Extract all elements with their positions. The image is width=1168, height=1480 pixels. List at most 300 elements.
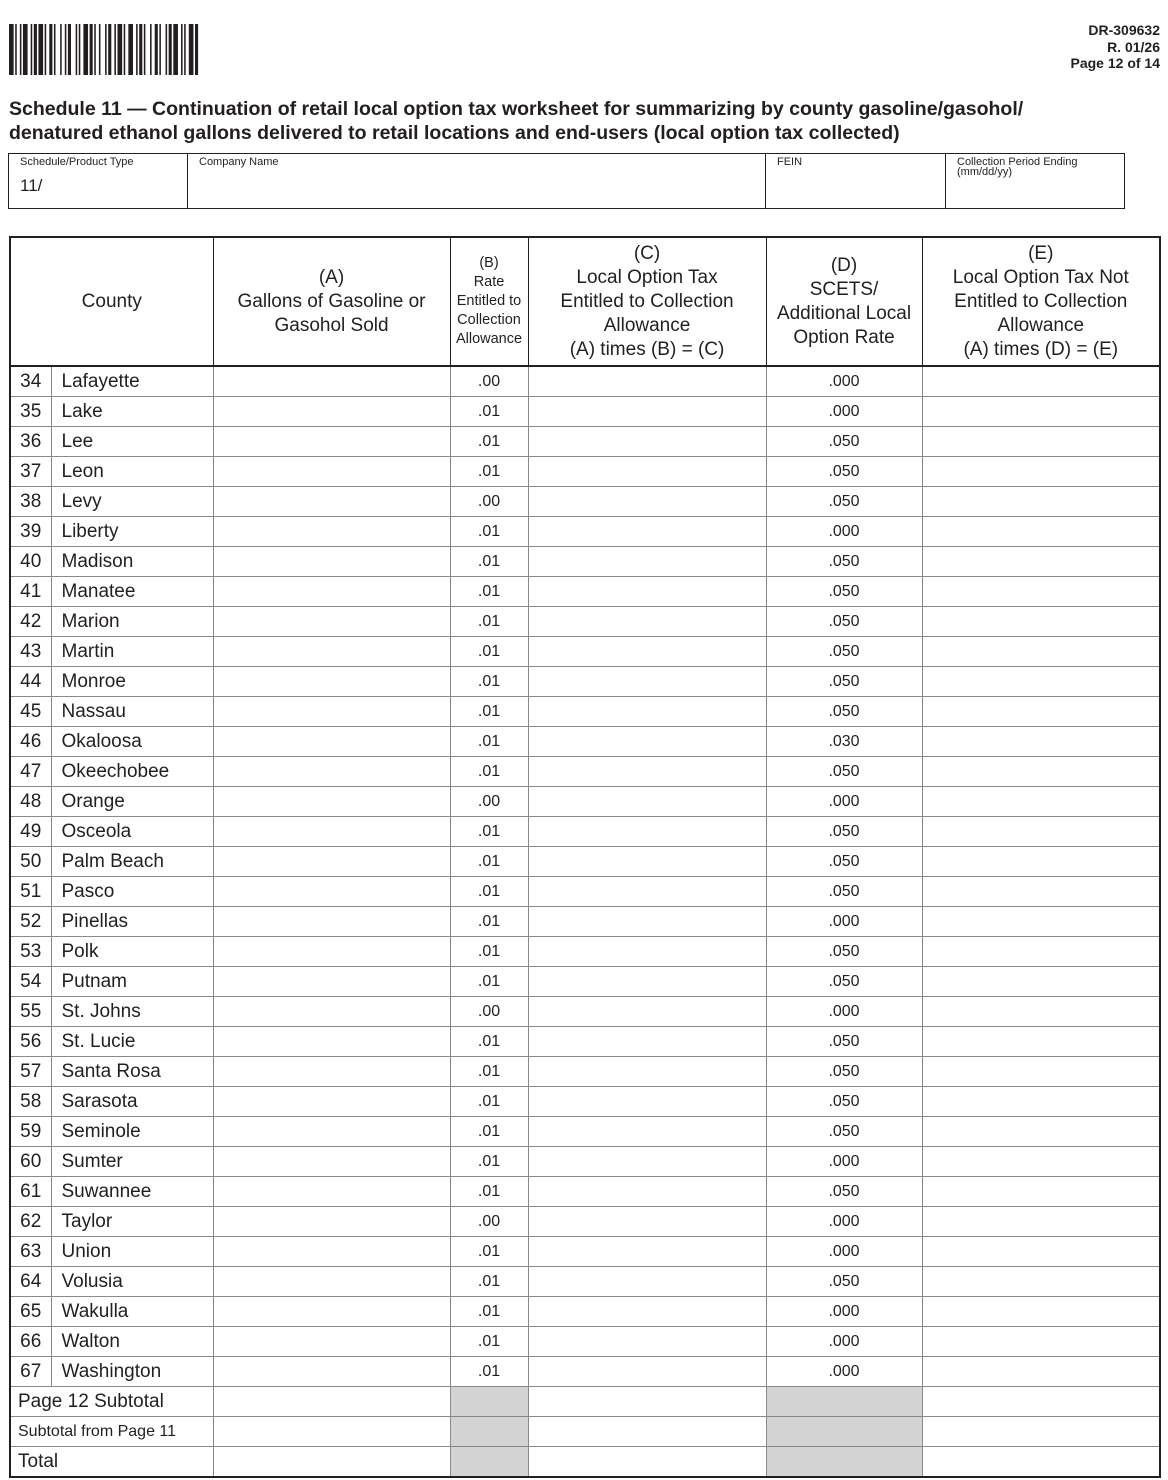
tax-e-input[interactable] xyxy=(922,1357,1160,1387)
tax-e-input[interactable] xyxy=(922,1237,1160,1267)
barcode-bar xyxy=(128,24,133,75)
col-a-header-line: Gallons of Gasoline or xyxy=(237,290,426,312)
gallons-input[interactable] xyxy=(213,1177,450,1207)
county-name: Lake xyxy=(51,397,213,427)
page-subtotal-scets-shaded xyxy=(766,1387,922,1417)
tax-c-input[interactable] xyxy=(528,1087,766,1117)
tax-c-input[interactable] xyxy=(528,366,766,397)
county-number: 39 xyxy=(10,517,51,547)
tax-e-input[interactable] xyxy=(922,397,1160,427)
tax-c-input[interactable] xyxy=(528,547,766,577)
barcode-bar xyxy=(20,24,22,75)
rate-d: .050 xyxy=(766,757,922,787)
tax-e-input[interactable] xyxy=(922,1267,1160,1297)
rate-d: .050 xyxy=(766,1117,922,1147)
tax-e-input[interactable] xyxy=(922,997,1160,1027)
tax-c-input[interactable] xyxy=(528,397,766,427)
rate-b: .01 xyxy=(450,667,528,697)
tax-e-input[interactable] xyxy=(922,877,1160,907)
county-name: Wakulla xyxy=(51,1297,213,1327)
tax-c-input[interactable] xyxy=(528,907,766,937)
rate-d: .050 xyxy=(766,877,922,907)
county-number: 38 xyxy=(10,487,51,517)
gallons-input[interactable] xyxy=(213,667,450,697)
rate-d: .050 xyxy=(766,1087,922,1117)
col-d-header-line: SCETS/ xyxy=(809,278,879,300)
tax-e-input[interactable] xyxy=(922,697,1160,727)
county-name: Lee xyxy=(51,427,213,457)
rate-d: .050 xyxy=(766,967,922,997)
rate-d: .000 xyxy=(766,1147,922,1177)
gallons-input[interactable] xyxy=(213,907,450,937)
county-number: 42 xyxy=(10,607,51,637)
table-row xyxy=(10,1357,1160,1387)
total-tax-e[interactable] xyxy=(922,1447,1160,1478)
gallons-input[interactable] xyxy=(213,817,450,847)
tax-e-input[interactable] xyxy=(922,487,1160,517)
identification-box xyxy=(8,153,1125,209)
rate-b: .01 xyxy=(450,577,528,607)
rate-d: .030 xyxy=(766,727,922,757)
table-row xyxy=(10,787,1160,817)
county-number: 44 xyxy=(10,667,51,697)
county-number: 45 xyxy=(10,697,51,727)
rate-b: .01 xyxy=(450,757,528,787)
table-row xyxy=(10,847,1160,877)
tax-e-input[interactable] xyxy=(922,1147,1160,1177)
schedule-product-type-field[interactable] xyxy=(9,154,188,208)
schedule-product-type-value: 11/ xyxy=(20,176,43,195)
tax-c-input[interactable] xyxy=(528,607,766,637)
tax-e-input[interactable] xyxy=(922,607,1160,637)
title-line-1: Schedule 11 — Continuation of retail local option tax worksheet for summarizing by county gasoline/gasohol/ xyxy=(9,98,1024,120)
rate-d: .050 xyxy=(766,487,922,517)
county-name: Martin xyxy=(51,637,213,667)
rate-d: .000 xyxy=(766,517,922,547)
gallons-input[interactable] xyxy=(213,1297,450,1327)
county-header: County xyxy=(10,237,213,366)
county-name: Volusia xyxy=(51,1267,213,1297)
barcode-bar xyxy=(159,24,161,75)
barcode-bar xyxy=(34,24,37,75)
gallons-input[interactable] xyxy=(213,997,450,1027)
previous-subtotal-label: Subtotal from Page 11 xyxy=(10,1417,213,1447)
county-name: Marion xyxy=(51,607,213,637)
gallons-input[interactable] xyxy=(213,727,450,757)
gallons-input[interactable] xyxy=(213,457,450,487)
total-rate-shaded xyxy=(450,1447,528,1478)
table-row xyxy=(10,547,1160,577)
gallons-input[interactable] xyxy=(213,937,450,967)
table-row xyxy=(10,1267,1160,1297)
county-name: Liberty xyxy=(51,517,213,547)
previous-subtotal-scets-shaded xyxy=(766,1417,922,1447)
county-name: Madison xyxy=(51,547,213,577)
tax-e-input[interactable] xyxy=(922,1327,1160,1357)
tax-e-input[interactable] xyxy=(922,1177,1160,1207)
barcode-bar xyxy=(45,24,47,75)
page-subtotal-rate-shaded xyxy=(450,1387,528,1417)
barcode-bar xyxy=(189,24,194,75)
page-subtotal-gallons[interactable] xyxy=(213,1387,450,1417)
total-scets-shaded xyxy=(766,1447,922,1478)
tax-e-input[interactable] xyxy=(922,1087,1160,1117)
barcode-bar xyxy=(31,24,33,75)
table-row xyxy=(10,877,1160,907)
schedule-title xyxy=(9,97,1129,145)
county-number: 36 xyxy=(10,427,51,457)
gallons-input[interactable] xyxy=(213,366,450,397)
gallons-input[interactable] xyxy=(213,757,450,787)
total-row xyxy=(10,1447,1160,1478)
page-number: Page 12 of 14 xyxy=(1070,55,1160,71)
county-number: 46 xyxy=(10,727,51,757)
table-row xyxy=(10,997,1160,1027)
tax-c-input[interactable] xyxy=(528,427,766,457)
rate-d: .050 xyxy=(766,667,922,697)
rate-d: .050 xyxy=(766,1177,922,1207)
tax-c-input[interactable] xyxy=(528,1117,766,1147)
tax-e-input[interactable] xyxy=(922,1207,1160,1237)
tax-e-input[interactable] xyxy=(922,1057,1160,1087)
county-name: Washington xyxy=(51,1357,213,1387)
table-row xyxy=(10,697,1160,727)
rate-b: .01 xyxy=(450,1357,528,1387)
tax-c-input[interactable] xyxy=(528,847,766,877)
barcode-bar xyxy=(9,24,14,75)
gallons-input[interactable] xyxy=(213,1207,450,1237)
table-row xyxy=(10,1027,1160,1057)
rate-b: .00 xyxy=(450,487,528,517)
gallons-input[interactable] xyxy=(213,877,450,907)
barcode-bar xyxy=(79,24,81,75)
table-row xyxy=(10,1177,1160,1207)
col-c-header-line: Allowance xyxy=(603,314,691,336)
county-number: 55 xyxy=(10,997,51,1027)
col-b-header-line: Rate xyxy=(473,274,505,290)
barcode xyxy=(9,24,296,75)
table-row xyxy=(10,457,1160,487)
county-number: 61 xyxy=(10,1177,51,1207)
table-row xyxy=(10,517,1160,547)
barcode-bar xyxy=(169,24,172,75)
county-number: 51 xyxy=(10,877,51,907)
collection-period-format: (mm/dd/yy) xyxy=(957,166,1012,178)
tax-c-input[interactable] xyxy=(528,727,766,757)
barcode-bar xyxy=(54,24,56,75)
tax-c-input[interactable] xyxy=(528,997,766,1027)
company-name-field[interactable] xyxy=(188,154,766,208)
tax-c-input[interactable] xyxy=(528,1147,766,1177)
table-row xyxy=(10,937,1160,967)
form-number: DR-309632 xyxy=(1088,22,1160,38)
tax-c-input[interactable] xyxy=(528,1057,766,1087)
county-name: Osceola xyxy=(51,817,213,847)
tax-e-input[interactable] xyxy=(922,637,1160,667)
tax-c-input[interactable] xyxy=(528,1237,766,1267)
county-worksheet-table xyxy=(9,236,1161,1478)
table-row xyxy=(10,817,1160,847)
tax-e-input[interactable] xyxy=(922,577,1160,607)
county-number: 62 xyxy=(10,1207,51,1237)
gallons-input[interactable] xyxy=(213,1087,450,1117)
county-name: Union xyxy=(51,1237,213,1267)
rate-d: .050 xyxy=(766,637,922,667)
rate-d: .050 xyxy=(766,607,922,637)
previous-subtotal-tax-c[interactable] xyxy=(528,1417,766,1447)
total-tax-c[interactable] xyxy=(528,1447,766,1478)
rate-b: .01 xyxy=(450,607,528,637)
county-name: Taylor xyxy=(51,1207,213,1237)
rate-b: .00 xyxy=(450,787,528,817)
col-c-header xyxy=(528,237,766,366)
county-name: Polk xyxy=(51,937,213,967)
schedule-product-type-label: Schedule/Product Type xyxy=(20,156,134,168)
barcode-bar xyxy=(23,24,28,75)
barcode-bar xyxy=(181,24,183,75)
barcode-bar xyxy=(90,24,93,75)
rate-b: .01 xyxy=(450,1177,528,1207)
barcode-bar xyxy=(144,24,146,75)
tax-c-input[interactable] xyxy=(528,1177,766,1207)
col-c-header-line: Entitled to Collection xyxy=(560,290,734,312)
gallons-input[interactable] xyxy=(213,1057,450,1087)
tax-c-input[interactable] xyxy=(528,457,766,487)
collection-period-field[interactable] xyxy=(946,154,1124,208)
table-row xyxy=(10,967,1160,997)
gallons-input[interactable] xyxy=(213,967,450,997)
barcode-bar xyxy=(76,24,78,75)
tax-e-input[interactable] xyxy=(922,1027,1160,1057)
tax-e-input[interactable] xyxy=(922,1117,1160,1147)
barcode-bar xyxy=(184,24,186,75)
barcode-bar xyxy=(108,24,111,75)
county-number: 40 xyxy=(10,547,51,577)
tax-c-input[interactable] xyxy=(528,1297,766,1327)
rate-d: .050 xyxy=(766,1057,922,1087)
tax-c-input[interactable] xyxy=(528,697,766,727)
previous-subtotal-rate-shaded xyxy=(450,1417,528,1447)
tax-c-input[interactable] xyxy=(528,667,766,697)
tax-c-input[interactable] xyxy=(528,937,766,967)
table-row xyxy=(10,727,1160,757)
tax-c-input[interactable] xyxy=(528,757,766,787)
previous-subtotal-gallons[interactable] xyxy=(213,1417,450,1447)
table-row xyxy=(10,757,1160,787)
tax-e-input[interactable] xyxy=(922,907,1160,937)
gallons-input[interactable] xyxy=(213,1357,450,1387)
gallons-input[interactable] xyxy=(213,397,450,427)
gallons-input[interactable] xyxy=(213,697,450,727)
barcode-bar xyxy=(68,24,71,75)
col-b-header xyxy=(450,237,528,366)
rate-d: .000 xyxy=(766,1237,922,1267)
table-row xyxy=(10,1297,1160,1327)
barcode-bar xyxy=(124,24,126,75)
table-row xyxy=(10,427,1160,457)
tax-e-input[interactable] xyxy=(922,757,1160,787)
fein-field[interactable] xyxy=(766,154,946,208)
county-number: 53 xyxy=(10,937,51,967)
col-a-header-line: (A) xyxy=(318,266,345,288)
county-number: 66 xyxy=(10,1327,51,1357)
rate-b: .01 xyxy=(450,1087,528,1117)
col-b-header-line: Allowance xyxy=(455,331,523,347)
rate-b: .01 xyxy=(450,457,528,487)
tax-c-input[interactable] xyxy=(528,1207,766,1237)
gallons-input[interactable] xyxy=(213,637,450,667)
barcode-bar xyxy=(195,24,198,75)
col-e-header xyxy=(922,237,1160,366)
fein-label: FEIN xyxy=(777,156,803,168)
gallons-input[interactable] xyxy=(213,607,450,637)
rate-d: .050 xyxy=(766,427,922,457)
collection-period-label xyxy=(957,157,1077,177)
county-name: Nassau xyxy=(51,697,213,727)
previous-subtotal-tax-e[interactable] xyxy=(922,1417,1160,1447)
tax-e-input[interactable] xyxy=(922,517,1160,547)
tax-c-input[interactable] xyxy=(528,817,766,847)
county-name: Levy xyxy=(51,487,213,517)
tax-e-input[interactable] xyxy=(922,847,1160,877)
rate-d: .000 xyxy=(766,1297,922,1327)
county-name: Okaloosa xyxy=(51,727,213,757)
rate-b: .01 xyxy=(450,877,528,907)
county-number: 48 xyxy=(10,787,51,817)
rate-b: .01 xyxy=(450,1147,528,1177)
gallons-input[interactable] xyxy=(213,1117,450,1147)
county-name: Pasco xyxy=(51,877,213,907)
gallons-input[interactable] xyxy=(213,547,450,577)
table-row xyxy=(10,667,1160,697)
county-name: Okeechobee xyxy=(51,757,213,787)
county-name: Seminole xyxy=(51,1117,213,1147)
col-c-header-line: Local Option Tax xyxy=(576,266,718,288)
county-number: 59 xyxy=(10,1117,51,1147)
tax-e-input[interactable] xyxy=(922,366,1160,397)
rate-d: .000 xyxy=(766,787,922,817)
rate-b: .01 xyxy=(450,1027,528,1057)
tax-c-input[interactable] xyxy=(528,1327,766,1357)
col-c-header-line: (C) xyxy=(633,242,661,264)
gallons-input[interactable] xyxy=(213,427,450,457)
tax-c-input[interactable] xyxy=(528,877,766,907)
rate-d: .050 xyxy=(766,697,922,727)
gallons-input[interactable] xyxy=(213,1147,450,1177)
rate-b: .01 xyxy=(450,427,528,457)
county-number: 63 xyxy=(10,1237,51,1267)
tax-e-input[interactable] xyxy=(922,667,1160,697)
county-name: Santa Rosa xyxy=(51,1057,213,1087)
rate-b: .01 xyxy=(450,637,528,667)
barcode-bar xyxy=(49,24,52,75)
county-number: 35 xyxy=(10,397,51,427)
tax-c-input[interactable] xyxy=(528,967,766,997)
collection-period-label-text: Collection Period Ending xyxy=(957,156,1078,168)
barcode-bar xyxy=(15,24,17,75)
tax-e-input[interactable] xyxy=(922,967,1160,997)
county-name: St. Johns xyxy=(51,997,213,1027)
tax-e-input[interactable] xyxy=(922,1297,1160,1327)
gallons-input[interactable] xyxy=(213,847,450,877)
barcode-bar xyxy=(155,24,158,75)
rate-d: .050 xyxy=(766,1027,922,1057)
county-name: Leon xyxy=(51,457,213,487)
barcode-bar xyxy=(65,24,67,75)
county-name: Walton xyxy=(51,1327,213,1357)
col-d-header-line: Option Rate xyxy=(793,326,895,348)
gallons-input[interactable] xyxy=(213,487,450,517)
gallons-input[interactable] xyxy=(213,787,450,817)
county-name: Orange xyxy=(51,787,213,817)
page-subtotal-tax-c[interactable] xyxy=(528,1387,766,1417)
county-number: 50 xyxy=(10,847,51,877)
tax-e-input[interactable] xyxy=(922,547,1160,577)
tax-e-input[interactable] xyxy=(922,787,1160,817)
table-row xyxy=(10,1087,1160,1117)
rate-b: .01 xyxy=(450,397,528,427)
table-row xyxy=(10,577,1160,607)
form-revision: R. 01/26 xyxy=(1107,38,1160,55)
col-e-header-line: (A) times (D) = (E) xyxy=(963,338,1119,360)
gallons-input[interactable] xyxy=(213,1267,450,1297)
company-name-label: Company Name xyxy=(199,156,279,168)
tax-c-input[interactable] xyxy=(528,577,766,607)
col-c-header-line: (A) times (B) = (C) xyxy=(569,338,725,360)
barcode-bar xyxy=(114,24,116,75)
tax-c-input[interactable] xyxy=(528,637,766,667)
rate-b: .01 xyxy=(450,1057,528,1087)
tax-c-input[interactable] xyxy=(528,487,766,517)
col-a-header-line: Gasohol Sold xyxy=(274,314,389,336)
rate-b: .01 xyxy=(450,1267,528,1297)
barcode-bar xyxy=(139,24,142,75)
county-number: 56 xyxy=(10,1027,51,1057)
total-gallons[interactable] xyxy=(213,1447,450,1478)
tax-c-input[interactable] xyxy=(528,787,766,817)
barcode-bar xyxy=(60,24,62,75)
tax-e-input[interactable] xyxy=(922,427,1160,457)
rate-b: .01 xyxy=(450,727,528,757)
tax-c-input[interactable] xyxy=(528,1027,766,1057)
gallons-input[interactable] xyxy=(213,577,450,607)
gallons-input[interactable] xyxy=(213,1027,450,1057)
barcode-bar xyxy=(166,24,168,75)
tax-c-input[interactable] xyxy=(528,1357,766,1387)
tax-e-input[interactable] xyxy=(922,727,1160,757)
tax-e-input[interactable] xyxy=(922,937,1160,967)
page-subtotal-tax-e[interactable] xyxy=(922,1387,1160,1417)
gallons-input[interactable] xyxy=(213,1237,450,1267)
county-name: Suwannee xyxy=(51,1177,213,1207)
gallons-input[interactable] xyxy=(213,517,450,547)
tax-e-input[interactable] xyxy=(922,817,1160,847)
table-row xyxy=(10,487,1160,517)
rate-d: .050 xyxy=(766,1267,922,1297)
col-b-header-line: Entitled to xyxy=(456,293,522,309)
county-name: St. Lucie xyxy=(51,1027,213,1057)
table-row xyxy=(10,607,1160,637)
rate-b: .00 xyxy=(450,997,528,1027)
tax-c-input[interactable] xyxy=(528,517,766,547)
table-row xyxy=(10,907,1160,937)
gallons-input[interactable] xyxy=(213,1327,450,1357)
barcode-bar xyxy=(136,24,138,75)
table-row xyxy=(10,397,1160,427)
tax-c-input[interactable] xyxy=(528,1267,766,1297)
rate-d: .000 xyxy=(766,1357,922,1387)
tax-e-input[interactable] xyxy=(922,457,1160,487)
